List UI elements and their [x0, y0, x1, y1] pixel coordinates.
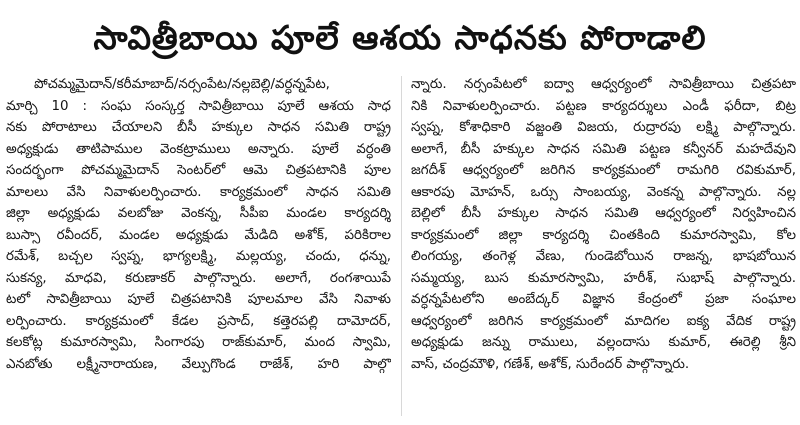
body-line: వాస్, చంద్రమౌళి, గణేశ్, అశోక్, సురేందర్ పాల్గొన్నారు.	[411, 356, 690, 372]
body-line: ఆధ్వర్యంలో జరిగిన కార్యక్రమంలో మాదిగల ఐక్య వేదిక రాష్ట్ర	[411, 313, 796, 329]
body-line: లర్పించారు. కార్యక్రమంలో కేడల ప్రసాద్, కత్తెరపల్లి దామోదర్,	[6, 313, 391, 329]
body-line: న్నారు. నర్సంపేటలో ఐద్వా ఆధ్వర్యంలో సావిత్రీబాయి చిత్రపటా	[411, 77, 796, 92]
body-line: వర్ధన్నపేటలోని అంబేద్కర్ విజ్ఞాన కేంద్రంలో ప్రజా సంఘాల	[411, 292, 796, 307]
body-line: బెల్లిలో బీసీ హక్కుల సాధన సమితి ఆధ్వర్యంలో నిర్వహించిన	[411, 206, 796, 221]
body-line: సందర్భంగా పోచమ్మమైదాన్ సెంటర్‌లో ఆమె చిత్రపటానికి పూల	[6, 163, 391, 178]
body-line: కార్యక్రమంలో జిల్లా కార్యదర్శి చింతకింది కుమారస్వామి, కోల	[411, 227, 796, 243]
body-line: జిల్లా అధ్యక్షుడు వలబోజు వెంకన్న, సీపీఐ మండల కార్యదర్శి	[6, 206, 391, 221]
body-line: లింగయ్య, తంగెళ్ల వేణు, గుండెబోయిన రాజన్న, భాషబోయిన	[411, 249, 796, 264]
article-headline: సావిత్రీబాయి పూలే ఆశయ సాధనకు పోరాడాలి	[93, 17, 707, 57]
body-line: టలో సావిత్రీబాయి పూలే చిత్రపటానికి పూలమాల వేసి నివాళు	[6, 292, 391, 307]
body-line: కలకోట్ల కుమారస్వామి, సింగారపు రాజ్‌కుమార్, మంద స్వామి,	[6, 335, 391, 350]
body-line: బుస్సా రవీందర్, మండల అధ్యక్షుడు మేడిది అశోక్, పరికిరాల	[6, 227, 391, 243]
body-line: నకు పోరాటాలు చేయాలని బీసీ హక్కుల సాధన సమితి రాష్ట్ర	[6, 120, 391, 135]
body-line: ఆకారపు మోహన్, ఒర్సు సాంబయ్య, వెంకన్న పాల్గొన్నారు. నల్ల	[411, 184, 796, 200]
body-line: జగదీశ్ ఆధ్వర్యంలో జరిగిన కార్యక్రమంలో రామగిరి రవికుమార్,	[411, 163, 796, 178]
body-line: మార్చి 10 : సంఘ సంస్కర్త సావిత్రీబాయి పూలే ఆశయ సాధ	[6, 98, 391, 114]
body-line: నికి నివాళులర్పించారు. పట్టణ కార్యదర్శులు ఎండీ ఫరీదా, బిట్ర	[411, 98, 796, 114]
body-line: అధ్యక్షుడు జన్ను రాములు, వల్లందాసు కుమార్, ఈరెల్లి శ్రీని	[411, 335, 796, 350]
body-line: రమేశ్, బచ్చల స్వప్న, భాగ్యలక్ష్మి, మల్లయ్య, చందు, ధన్ను,	[6, 249, 391, 264]
body-line: పోచమ్మమైదాన్/కరీమాబాద్/నర్సంపేట/నల్లబెల్లి/వర్ధన్నపేట,	[34, 77, 330, 92]
body-line: స్వప్న, కోశాధికారి వజ్జంతి విజయ, రుద్రారపు లక్ష్మి పాల్గొన్నారు.	[411, 120, 796, 135]
body-line: సమ్మయ్య, బుస కుమారస్వామి, హరీశ్, సుభాష్ పాల్గొన్నారు.	[411, 270, 796, 286]
body-line: అధ్యక్షుడు తాటిపాముల వెంకట్రాములు అన్నారు. పూలే వర్ధంతి	[6, 141, 391, 157]
body-line: మాలలు వేసి నివాళులర్పించారు. కార్యక్రమంలో సాధన సమితి	[6, 184, 391, 200]
article-column-left	[6, 74, 391, 419]
body-line: ఎనబోతు లక్ష్మీనారాయణ, వేల్పుగొండ రాజేశ్, హరి పాల్గొ	[6, 356, 391, 372]
column-divider	[401, 76, 402, 416]
body-line: సుకన్య, మాధవి, కరుణాకర్ పాల్గొన్నారు. అలాగే, రంగశాయిపే	[6, 270, 391, 286]
body-line: అలాగే, బీసీ హక్కుల సాధన సమితి పట్టణ కన్వీనర్ మహదేవుని	[411, 141, 796, 157]
article-column-right	[411, 74, 796, 419]
